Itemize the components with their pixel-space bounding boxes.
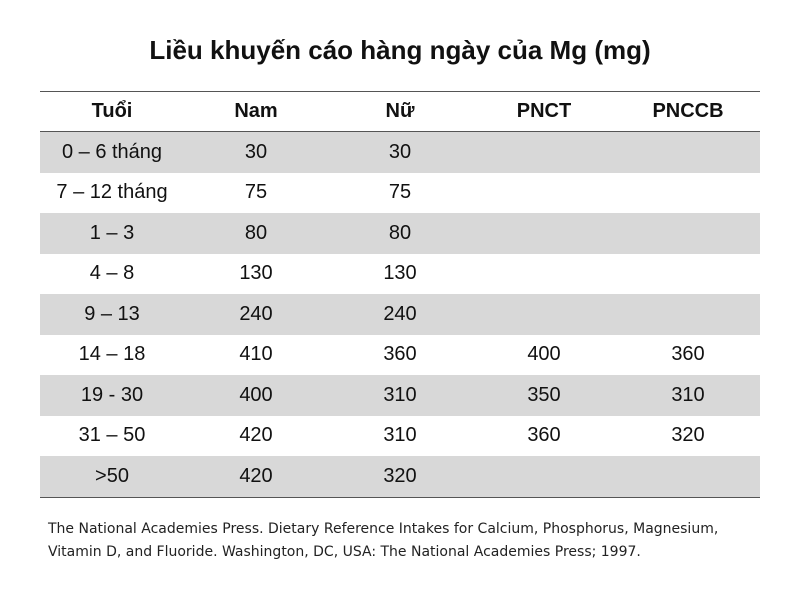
source-citation — [48, 518, 760, 564]
cell-female: 360 — [383, 343, 417, 366]
cell-male: 130 — [239, 262, 273, 285]
column-header-age: Tuổi — [91, 100, 133, 122]
cell-breastfeeding — [616, 456, 760, 497]
cell-pregnant — [472, 254, 616, 295]
cell-female: 80 — [328, 213, 472, 254]
table-row — [40, 294, 760, 335]
table-row — [40, 213, 760, 254]
table-row — [40, 173, 760, 214]
cell-breastfeeding — [616, 132, 760, 173]
cell-pregnant: 350 — [472, 375, 616, 416]
cell-age: 4 – 8 — [89, 262, 135, 285]
cell-pregnant: 360 — [527, 424, 561, 447]
cell-female: 320 — [328, 456, 472, 497]
cell-female: 310 — [328, 375, 472, 416]
table-row — [40, 335, 760, 376]
cell-pregnant — [472, 132, 616, 173]
cell-age: 14 – 18 — [78, 343, 146, 366]
cell-pregnant — [472, 294, 616, 335]
cell-age: 1 – 3 — [40, 213, 184, 254]
cell-breastfeeding — [616, 213, 760, 254]
table-row — [40, 375, 760, 416]
cell-female: 240 — [328, 294, 472, 335]
cell-age: 7 – 12 tháng — [56, 181, 168, 204]
column-header-male: Nam — [234, 100, 278, 122]
cell-male: 410 — [239, 343, 273, 366]
cell-pregnant — [472, 213, 616, 254]
cell-male: 30 — [184, 132, 328, 173]
column-header-breastfeeding: PNCCB — [652, 100, 724, 122]
cell-male: 80 — [184, 213, 328, 254]
cell-age: 19 - 30 — [40, 375, 184, 416]
cell-female: 75 — [388, 181, 412, 204]
cell-age: 0 – 6 tháng — [40, 132, 184, 173]
magnesium-intake-table — [40, 91, 760, 498]
cell-age: 31 – 50 — [78, 424, 146, 447]
cell-pregnant — [472, 173, 616, 214]
cell-breastfeeding: 320 — [671, 424, 705, 447]
cell-breastfeeding — [616, 294, 760, 335]
cell-female: 30 — [328, 132, 472, 173]
column-header-female: Nữ — [385, 100, 415, 122]
cell-age: 9 – 13 — [40, 294, 184, 335]
cell-male: 420 — [239, 424, 273, 447]
cell-age: >50 — [40, 456, 184, 497]
table-row — [40, 456, 760, 497]
cell-male: 420 — [184, 456, 328, 497]
cell-breastfeeding: 310 — [616, 375, 760, 416]
cell-male: 400 — [184, 375, 328, 416]
cell-male: 240 — [184, 294, 328, 335]
page-title: Liều khuyến cáo hàng ngày của Mg (mg) — [149, 35, 651, 65]
cell-female: 130 — [383, 262, 417, 285]
cell-female: 310 — [383, 424, 417, 447]
source-citation-line: The National Academies Press. Dietary Reference Intakes for Calcium, Phosphorus, Magnesium, — [48, 521, 719, 537]
cell-breastfeeding: 360 — [671, 343, 705, 366]
cell-male: 75 — [244, 181, 268, 204]
cell-pregnant: 400 — [527, 343, 561, 366]
table-header-row — [40, 92, 760, 132]
source-citation-line: Vitamin D, and Fluoride. Washington, DC, USA: The National Academies Press; 1997. — [48, 544, 641, 560]
column-header-pregnant: PNCT — [516, 100, 572, 122]
table-row — [40, 132, 760, 173]
table-row — [40, 416, 760, 457]
cell-breastfeeding — [616, 254, 760, 295]
cell-pregnant — [472, 456, 616, 497]
table-row — [40, 254, 760, 295]
cell-breastfeeding — [616, 173, 760, 214]
